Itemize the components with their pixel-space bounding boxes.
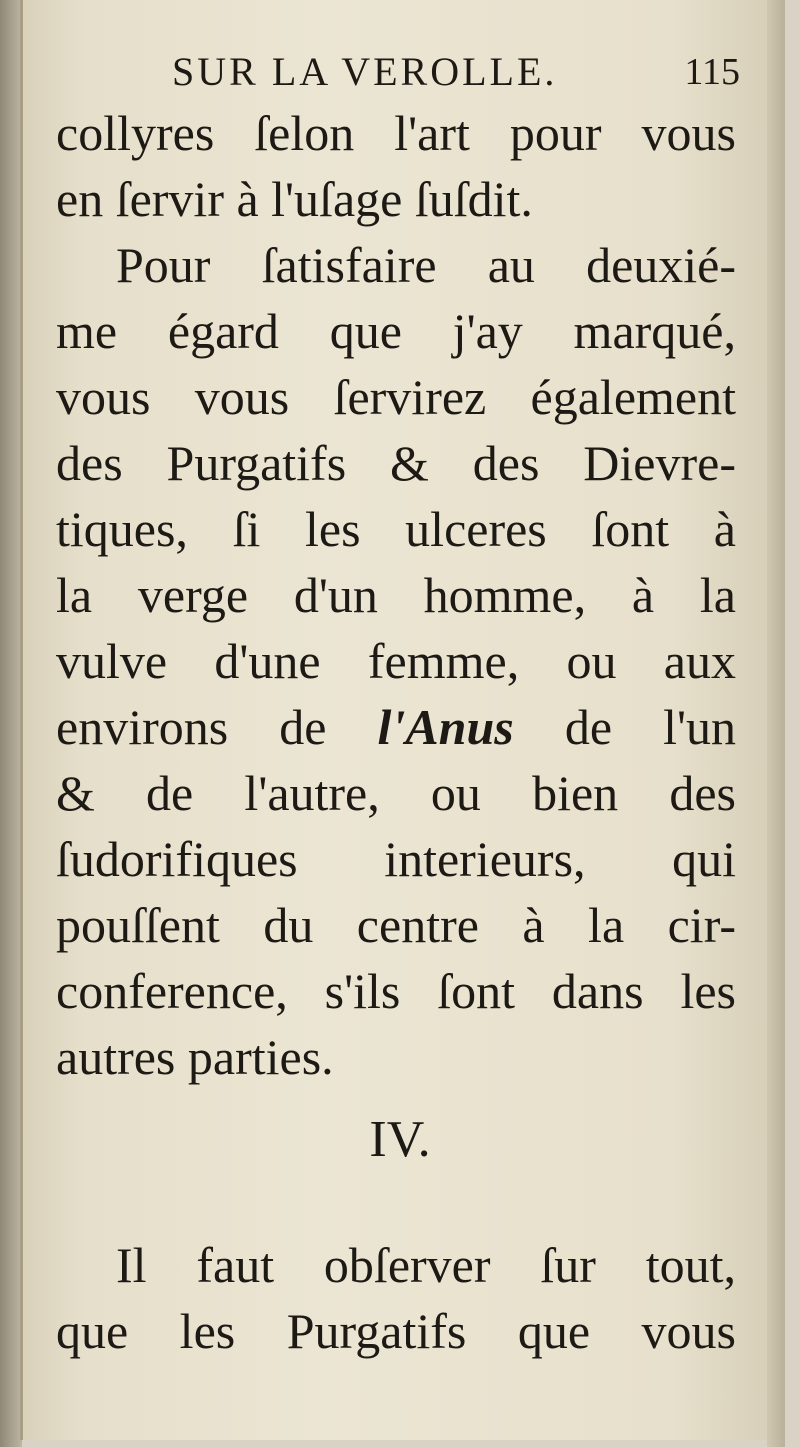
- text-line: autres parties.: [56, 1029, 334, 1085]
- text-line: la verge d'un homme, à la: [56, 567, 736, 623]
- text-line: & de l'autre, ou bien des: [56, 765, 736, 821]
- text-line: collyres ſelon l'art pour vous: [56, 105, 736, 161]
- text-line: Pour ſatisfaire au deuxié-: [116, 237, 736, 293]
- page-header: [150, 48, 740, 102]
- text-line: tiques, ſi les ulceres ſont à: [56, 501, 736, 557]
- body-text-continued: [56, 1232, 736, 1364]
- text-line: ſudorifiques interieurs, qui: [56, 831, 736, 887]
- page-number: 115: [684, 51, 740, 93]
- body-text: [56, 100, 736, 1090]
- running-head: SUR LA VEROLLE.: [172, 49, 558, 94]
- section-number: IV.: [369, 1111, 431, 1168]
- text-line: me égard que j'ay marqué,: [56, 303, 736, 359]
- text-line: conference, s'ils ſont dans les: [56, 963, 736, 1019]
- text-line-with-italic: [56, 694, 736, 760]
- text-line: pouſſent du centre à la cir-: [56, 897, 736, 953]
- italic-term: l'Anus: [377, 699, 514, 755]
- text-line: des Purgatifs & des Dievre-: [56, 435, 736, 491]
- text-fragment: environs de: [56, 699, 327, 755]
- text-line: vulve d'une femme, ou aux: [56, 633, 736, 689]
- book-spine-shadow: [0, 0, 22, 1447]
- page-edge: [767, 0, 785, 1447]
- text-line: que les Purgatifs que vous: [56, 1303, 736, 1359]
- text-line: vous vous ſervirez également: [56, 369, 736, 425]
- text-line: Il faut obſerver ſur tout,: [116, 1237, 736, 1293]
- text-fragment: de l'un: [564, 699, 736, 755]
- text-line: en ſervir à l'uſage ſuſdit.: [56, 171, 533, 227]
